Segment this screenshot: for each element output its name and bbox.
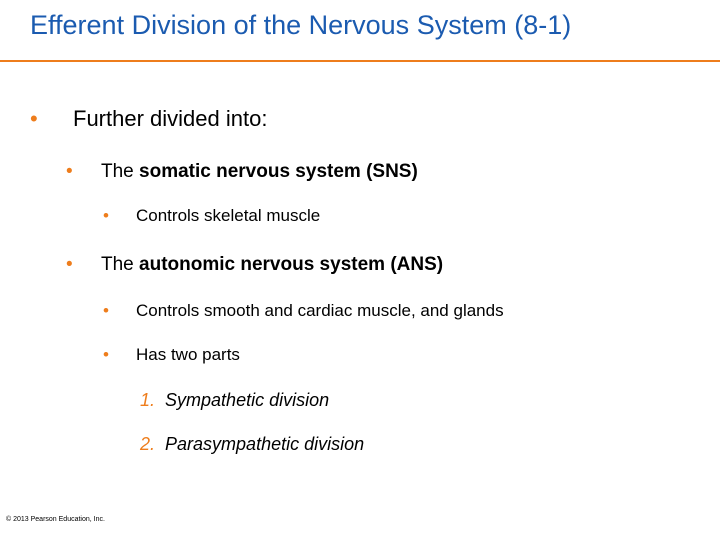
bullet-icon: • [103,345,109,364]
bullet-icon: • [103,301,109,320]
slide-title: Efferent Division of the Nervous System (8-1) [30,10,572,40]
numbered-item-number: 1. [140,390,156,410]
bullet-two-parts: Has two parts [136,345,240,364]
bullet-further-divided: Further divided into: [73,106,268,131]
numbered-item-text: Sympathetic division [165,390,330,410]
bullet-sns-prefix: The [101,161,140,182]
bullet-icon: • [103,206,109,225]
numbered-item-parasympathetic [140,434,364,455]
bullet-ans-prefix: The [101,254,140,275]
bullet-sns-term: somatic nervous system (SNS) [139,161,418,182]
bullet-icon: • [66,161,73,182]
copyright-notice: © 2013 Pearson Education, Inc. [6,516,105,523]
bullet-sns [101,161,418,183]
title-divider [0,60,720,62]
bullet-ans [101,254,443,276]
numbered-item-number: 2. [140,434,156,454]
bullet-icon: • [66,254,73,275]
bullet-controls-smooth: Controls smooth and cardiac muscle, and glands [136,301,504,320]
numbered-item-text: Parasympathetic division [165,434,365,454]
bullet-controls-skeletal: Controls skeletal muscle [136,206,321,225]
bullet-icon: • [30,106,38,131]
bullet-ans-term: autonomic nervous system (ANS) [139,254,444,275]
numbered-item-sympathetic [140,390,329,411]
